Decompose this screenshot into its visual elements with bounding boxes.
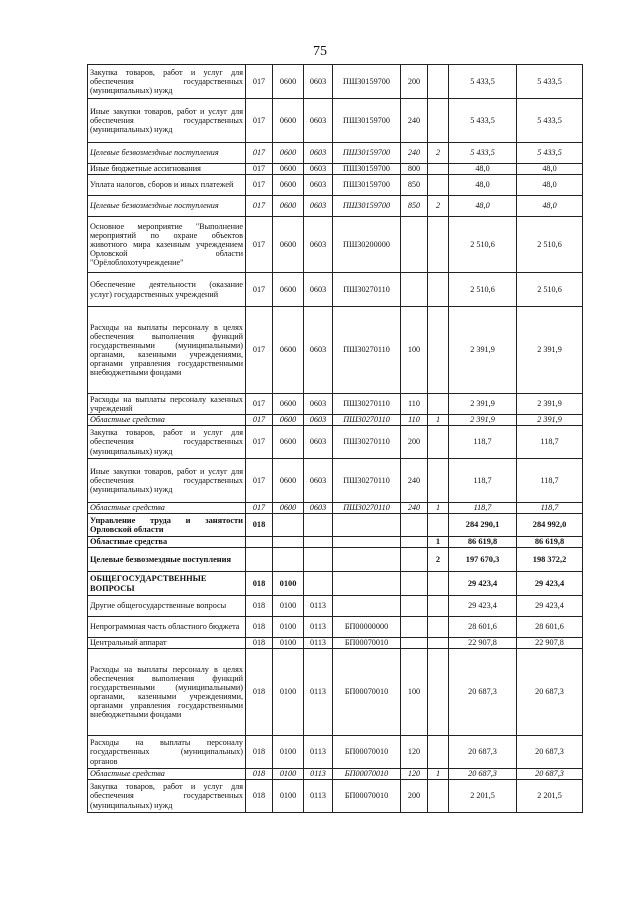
cell-amount-year2: 118,7: [517, 459, 583, 503]
cell-amount-year1: 2 201,5: [449, 780, 517, 813]
cell-funding-source: 2: [428, 548, 449, 572]
table-row: [88, 65, 583, 99]
cell-amount-year1: 22 907,8: [449, 638, 517, 649]
table-row: [88, 143, 583, 164]
cell-amount-year1: 5 433,5: [449, 99, 517, 143]
cell-ved: 018: [246, 514, 273, 537]
cell-funding-source: 2: [428, 196, 449, 217]
cell-ved: 017: [246, 459, 273, 503]
cell-target-article: БП00070010: [333, 769, 401, 780]
cell-amount-year1: 29 423,4: [449, 572, 517, 596]
cell-funding-source: [428, 638, 449, 649]
cell-expense-type: 850: [401, 196, 428, 217]
cell-amount-year2: 20 687,3: [517, 649, 583, 736]
cell-name: Областные средства: [88, 415, 246, 426]
cell-name: Областные средства: [88, 537, 246, 548]
cell-expense-type: 200: [401, 426, 428, 459]
cell-name: Областные средства: [88, 503, 246, 514]
cell-amount-year1: 284 290,1: [449, 514, 517, 537]
cell-amount-year1: 2 391,9: [449, 415, 517, 426]
cell-name: Расходы на выплаты персоналу государственных (муниципальных) органов: [88, 736, 246, 769]
cell-name: Другие общегосударственные вопросы: [88, 596, 246, 617]
cell-funding-source: [428, 164, 449, 175]
cell-target-article: ПШ30159700: [333, 164, 401, 175]
cell-section: 0600: [273, 65, 304, 99]
cell-target-article: ПШ30270110: [333, 459, 401, 503]
table-row: [88, 196, 583, 217]
cell-name: Расходы на выплаты персоналу казенных учреждений: [88, 394, 246, 415]
cell-amount-year1: 2 391,9: [449, 394, 517, 415]
cell-ved: [246, 548, 273, 572]
cell-subsection: [304, 537, 333, 548]
table-row: [88, 649, 583, 736]
table-row: [88, 736, 583, 769]
cell-expense-type: 240: [401, 459, 428, 503]
cell-expense-type: [401, 537, 428, 548]
cell-name: Расходы на выплаты персоналу в целях обеспечения выполнения функций государственными (муниципальными) органами, казенными учреждениями, органами управления государственными внебюджетными фондами: [88, 307, 246, 394]
cell-subsection: 0603: [304, 164, 333, 175]
cell-section: 0600: [273, 164, 304, 175]
cell-subsection: 0603: [304, 415, 333, 426]
cell-amount-year1: 118,7: [449, 503, 517, 514]
cell-section: 0600: [273, 415, 304, 426]
cell-ved: 017: [246, 415, 273, 426]
table-row: [88, 617, 583, 638]
table-row: [88, 217, 583, 273]
cell-ved: 017: [246, 394, 273, 415]
cell-funding-source: [428, 394, 449, 415]
cell-expense-type: [401, 273, 428, 307]
cell-amount-year2: 22 907,8: [517, 638, 583, 649]
cell-amount-year1: 5 433,5: [449, 65, 517, 99]
cell-expense-type: 200: [401, 780, 428, 813]
cell-section: 0600: [273, 503, 304, 514]
cell-expense-type: [401, 638, 428, 649]
cell-target-article: БП00000000: [333, 617, 401, 638]
table-row: [88, 164, 583, 175]
cell-amount-year1: 20 687,3: [449, 736, 517, 769]
table-row: [88, 572, 583, 596]
table-row: [88, 415, 583, 426]
cell-target-article: ПШ30159700: [333, 99, 401, 143]
cell-target-article: ПШ30159700: [333, 175, 401, 196]
cell-amount-year2: 118,7: [517, 503, 583, 514]
cell-section: 0600: [273, 196, 304, 217]
cell-section: 0600: [273, 217, 304, 273]
cell-amount-year2: 48,0: [517, 196, 583, 217]
cell-amount-year1: 5 433,5: [449, 143, 517, 164]
cell-name: Иные закупки товаров, работ и услуг для обеспечения государственных (муниципальных) нужд: [88, 459, 246, 503]
cell-expense-type: 240: [401, 143, 428, 164]
cell-amount-year2: 2 510,6: [517, 217, 583, 273]
cell-expense-type: [401, 617, 428, 638]
cell-ved: 017: [246, 273, 273, 307]
cell-name: Областные средства: [88, 769, 246, 780]
cell-subsection: [304, 514, 333, 537]
cell-amount-year2: 118,7: [517, 426, 583, 459]
cell-amount-year2: 2 391,9: [517, 415, 583, 426]
cell-section: 0600: [273, 273, 304, 307]
cell-subsection: 0603: [304, 99, 333, 143]
budget-table: [87, 64, 583, 813]
cell-amount-year2: 2 391,9: [517, 394, 583, 415]
cell-expense-type: [401, 217, 428, 273]
cell-section: [273, 537, 304, 548]
cell-ved: 017: [246, 65, 273, 99]
cell-subsection: 0113: [304, 769, 333, 780]
cell-section: 0100: [273, 617, 304, 638]
cell-subsection: [304, 572, 333, 596]
cell-target-article: [333, 514, 401, 537]
cell-subsection: 0603: [304, 143, 333, 164]
cell-subsection: 0113: [304, 736, 333, 769]
cell-subsection: 0113: [304, 638, 333, 649]
cell-amount-year2: 28 601,6: [517, 617, 583, 638]
cell-amount-year1: 20 687,3: [449, 649, 517, 736]
cell-target-article: БП00070010: [333, 649, 401, 736]
cell-funding-source: [428, 736, 449, 769]
cell-subsection: 0113: [304, 617, 333, 638]
cell-amount-year2: 5 433,5: [517, 99, 583, 143]
cell-target-article: ПШ30270110: [333, 503, 401, 514]
cell-funding-source: [428, 65, 449, 99]
cell-expense-type: [401, 514, 428, 537]
cell-funding-source: [428, 426, 449, 459]
cell-section: 0600: [273, 143, 304, 164]
cell-funding-source: [428, 307, 449, 394]
table-row: [88, 394, 583, 415]
cell-ved: 018: [246, 649, 273, 736]
cell-ved: 017: [246, 503, 273, 514]
cell-target-article: БП00070010: [333, 736, 401, 769]
cell-amount-year2: 48,0: [517, 175, 583, 196]
cell-name: Целевые безвозмездные поступления: [88, 548, 246, 572]
cell-ved: 018: [246, 638, 273, 649]
cell-section: 0600: [273, 394, 304, 415]
cell-name: Иные закупки товаров, работ и услуг для обеспечения государственных (муниципальных) нужд: [88, 99, 246, 143]
cell-amount-year1: 48,0: [449, 164, 517, 175]
cell-ved: [246, 537, 273, 548]
cell-subsection: 0603: [304, 196, 333, 217]
cell-ved: 017: [246, 99, 273, 143]
cell-ved: 017: [246, 217, 273, 273]
table-row: [88, 307, 583, 394]
cell-subsection: 0603: [304, 273, 333, 307]
cell-name: Уплата налогов, сборов и иных платежей: [88, 175, 246, 196]
cell-expense-type: 110: [401, 394, 428, 415]
cell-funding-source: [428, 596, 449, 617]
table-row: [88, 514, 583, 537]
cell-target-article: ПШ30270110: [333, 415, 401, 426]
cell-name: Целевые безвозмездные поступления: [88, 143, 246, 164]
cell-name: Закупка товаров, работ и услуг для обеспечения государственных (муниципальных) нужд: [88, 426, 246, 459]
cell-amount-year1: 2 510,6: [449, 217, 517, 273]
cell-name: Закупка товаров, работ и услуг для обеспечения государственных (муниципальных) нужд: [88, 65, 246, 99]
table-row: [88, 769, 583, 780]
cell-target-article: БП00070010: [333, 638, 401, 649]
cell-target-article: ПШ30270110: [333, 273, 401, 307]
cell-amount-year1: 2 391,9: [449, 307, 517, 394]
cell-ved: 018: [246, 596, 273, 617]
cell-funding-source: [428, 273, 449, 307]
cell-ved: 017: [246, 175, 273, 196]
cell-section: 0600: [273, 426, 304, 459]
cell-amount-year1: 20 687,3: [449, 769, 517, 780]
cell-funding-source: [428, 514, 449, 537]
cell-target-article: ПШ30270110: [333, 394, 401, 415]
cell-funding-source: [428, 617, 449, 638]
cell-name: Основное мероприятие "Выполнение мероприятий по охране объектов животного мира казенным учреждением Орловской области "Орёлоблохотучреждение": [88, 217, 246, 273]
cell-subsection: 0113: [304, 649, 333, 736]
cell-ved: 018: [246, 769, 273, 780]
cell-section: 0600: [273, 307, 304, 394]
cell-amount-year2: 48,0: [517, 164, 583, 175]
cell-ved: 017: [246, 164, 273, 175]
cell-ved: 018: [246, 617, 273, 638]
cell-target-article: ПШ30159700: [333, 65, 401, 99]
cell-ved: 017: [246, 196, 273, 217]
cell-section: [273, 514, 304, 537]
cell-ved: 018: [246, 780, 273, 813]
cell-subsection: [304, 548, 333, 572]
cell-amount-year1: 118,7: [449, 426, 517, 459]
cell-amount-year2: 2 510,6: [517, 273, 583, 307]
cell-target-article: [333, 548, 401, 572]
cell-target-article: [333, 572, 401, 596]
cell-funding-source: 2: [428, 143, 449, 164]
cell-section: 0100: [273, 638, 304, 649]
cell-ved: 017: [246, 426, 273, 459]
cell-expense-type: 200: [401, 65, 428, 99]
table-row: [88, 459, 583, 503]
cell-target-article: ПШ30200000: [333, 217, 401, 273]
cell-subsection: 0113: [304, 780, 333, 813]
cell-amount-year2: 284 992,0: [517, 514, 583, 537]
cell-expense-type: [401, 572, 428, 596]
cell-amount-year2: 20 687,3: [517, 736, 583, 769]
table-row: [88, 175, 583, 196]
cell-subsection: 0113: [304, 596, 333, 617]
cell-expense-type: 240: [401, 99, 428, 143]
cell-amount-year1: 28 601,6: [449, 617, 517, 638]
cell-funding-source: [428, 217, 449, 273]
cell-subsection: 0603: [304, 307, 333, 394]
cell-target-article: ПШ30159700: [333, 143, 401, 164]
cell-target-article: [333, 537, 401, 548]
cell-expense-type: 100: [401, 649, 428, 736]
cell-section: 0100: [273, 769, 304, 780]
cell-amount-year2: 20 687,3: [517, 769, 583, 780]
cell-target-article: БП00070010: [333, 780, 401, 813]
cell-expense-type: 120: [401, 736, 428, 769]
cell-funding-source: [428, 649, 449, 736]
cell-name: Закупка товаров, работ и услуг для обеспечения государственных (муниципальных) нужд: [88, 780, 246, 813]
page-number: 75: [313, 44, 327, 59]
cell-section: 0600: [273, 459, 304, 503]
cell-section: 0100: [273, 649, 304, 736]
cell-name: Управление труда и занятости Орловской области: [88, 514, 246, 537]
cell-name: Непрограммная часть областного бюджета: [88, 617, 246, 638]
cell-funding-source: [428, 572, 449, 596]
cell-amount-year2: 5 433,5: [517, 65, 583, 99]
cell-funding-source: [428, 175, 449, 196]
cell-target-article: ПШ30159700: [333, 196, 401, 217]
table-row: [88, 537, 583, 548]
cell-amount-year2: 198 372,2: [517, 548, 583, 572]
cell-subsection: 0603: [304, 426, 333, 459]
cell-subsection: 0603: [304, 459, 333, 503]
cell-amount-year1: 48,0: [449, 196, 517, 217]
cell-expense-type: [401, 596, 428, 617]
table-body: [88, 65, 583, 813]
cell-amount-year2: 2 391,9: [517, 307, 583, 394]
cell-funding-source: 1: [428, 415, 449, 426]
cell-section: 0100: [273, 596, 304, 617]
cell-name: Обеспечение деятельности (оказание услуг) государственных учреждений: [88, 273, 246, 307]
cell-expense-type: 800: [401, 164, 428, 175]
cell-subsection: 0603: [304, 503, 333, 514]
cell-name: ОБЩЕГОСУДАРСТВЕННЫЕ ВОПРОСЫ: [88, 572, 246, 596]
cell-amount-year1: 29 423,4: [449, 596, 517, 617]
table-row: [88, 638, 583, 649]
cell-amount-year1: 48,0: [449, 175, 517, 196]
cell-amount-year2: 5 433,5: [517, 143, 583, 164]
cell-funding-source: 1: [428, 537, 449, 548]
cell-target-article: ПШ30270110: [333, 426, 401, 459]
cell-target-article: ПШ30270110: [333, 307, 401, 394]
table-row: [88, 426, 583, 459]
cell-amount-year1: 2 510,6: [449, 273, 517, 307]
cell-subsection: 0603: [304, 65, 333, 99]
cell-expense-type: 850: [401, 175, 428, 196]
cell-section: 0100: [273, 736, 304, 769]
table-row: [88, 503, 583, 514]
cell-expense-type: 100: [401, 307, 428, 394]
cell-name: Расходы на выплаты персоналу в целях обеспечения выполнения функций государственными (муниципальными) органами, казенными учреждениями, органами управления государственными внебюджетными фондами: [88, 649, 246, 736]
cell-expense-type: 240: [401, 503, 428, 514]
cell-ved: 017: [246, 307, 273, 394]
cell-ved: 017: [246, 143, 273, 164]
cell-amount-year2: 29 423,4: [517, 572, 583, 596]
cell-ved: 018: [246, 736, 273, 769]
cell-expense-type: 120: [401, 769, 428, 780]
table-row: [88, 99, 583, 143]
cell-funding-source: [428, 99, 449, 143]
cell-expense-type: [401, 548, 428, 572]
cell-subsection: 0603: [304, 394, 333, 415]
cell-ved: 018: [246, 572, 273, 596]
cell-name: Центральный аппарат: [88, 638, 246, 649]
cell-subsection: 0603: [304, 175, 333, 196]
cell-funding-source: [428, 780, 449, 813]
cell-expense-type: 110: [401, 415, 428, 426]
cell-amount-year2: 29 423,4: [517, 596, 583, 617]
cell-section: 0600: [273, 99, 304, 143]
table-row: [88, 273, 583, 307]
cell-amount-year1: 197 670,3: [449, 548, 517, 572]
cell-target-article: [333, 596, 401, 617]
cell-subsection: 0603: [304, 217, 333, 273]
cell-section: 0100: [273, 780, 304, 813]
cell-amount-year1: 86 619,8: [449, 537, 517, 548]
cell-section: 0600: [273, 175, 304, 196]
cell-name: Иные бюджетные ассигнования: [88, 164, 246, 175]
cell-funding-source: 1: [428, 769, 449, 780]
cell-amount-year2: 2 201,5: [517, 780, 583, 813]
cell-funding-source: [428, 459, 449, 503]
table-row: [88, 548, 583, 572]
table-row: [88, 596, 583, 617]
table-row: [88, 780, 583, 813]
cell-section: 0100: [273, 572, 304, 596]
cell-name: Целевые безвозмездные поступления: [88, 196, 246, 217]
cell-funding-source: 1: [428, 503, 449, 514]
cell-amount-year1: 118,7: [449, 459, 517, 503]
cell-amount-year2: 86 619,8: [517, 537, 583, 548]
cell-section: [273, 548, 304, 572]
